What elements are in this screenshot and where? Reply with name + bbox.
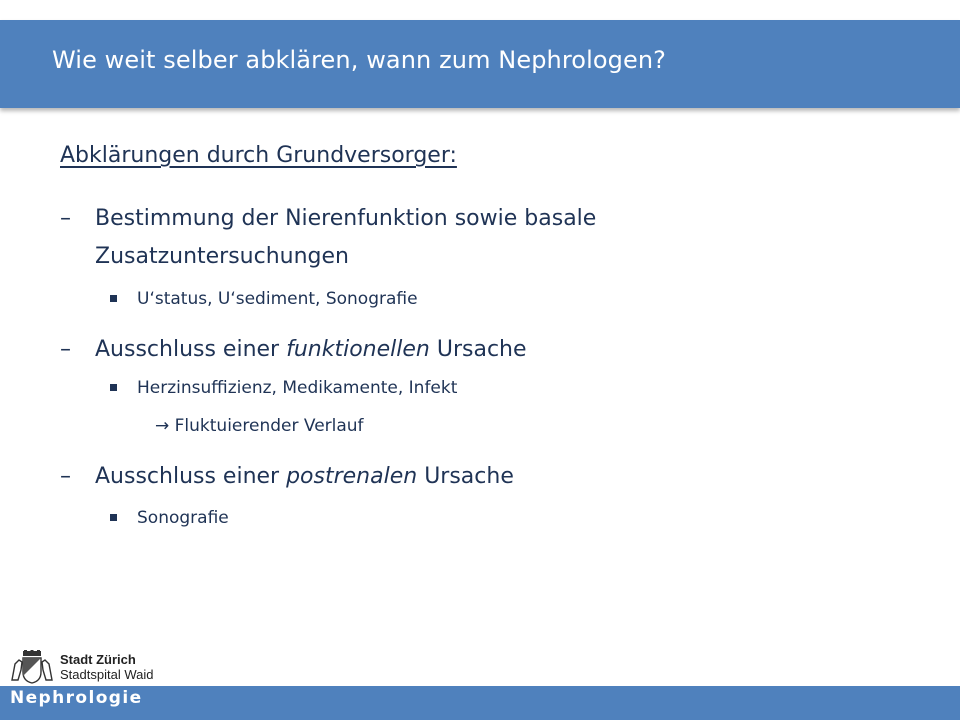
organization-name: Stadt Zürich [60,652,136,667]
bullet-text [95,458,514,496]
dash-bullet-icon: – [60,464,71,489]
section-heading: Abklärungen durch Grundversorger: [60,143,457,168]
department-label: Nephrologie [10,688,143,708]
sub-bullet-text: Sonografie [137,508,229,528]
slide-title: Wie weit selber abklären, wann zum Nephrologen? [52,46,666,74]
dash-bullet-icon: – [60,206,71,231]
sub-bullet-text: U‘status, U‘sediment, Sonografie [137,289,418,309]
square-bullet-icon [110,514,117,521]
bullet-text [95,331,527,369]
organization-subtitle: Stadtspital Waid [60,667,154,682]
bullet-text-emphasis: postrenalen [286,464,418,489]
bullet-text-prefix: Ausschluss einer [95,464,287,489]
bullet-text-prefix: Ausschluss einer [95,337,287,362]
bullet-text: Bestimmung der Nierenfunktion sowie basale [95,206,597,231]
organization-logo [10,650,210,686]
bullet-text-suffix: Ursache [429,337,527,362]
footer-bar [0,686,960,720]
bullet-text-suffix: Ursache [417,464,514,489]
dash-bullet-icon: – [60,337,71,362]
square-bullet-icon [110,384,117,391]
bullet-text-emphasis: funktionellen [286,337,430,362]
arrow-note: → Fluktuierender Verlauf [155,416,364,436]
sub-bullet-text: Herzinsuffizienz, Medikamente, Infekt [137,378,458,398]
bullet-text-continued: Zusatzuntersuchungen [95,244,349,269]
square-bullet-icon [110,295,117,302]
zurich-coat-of-arms-icon [10,650,54,684]
